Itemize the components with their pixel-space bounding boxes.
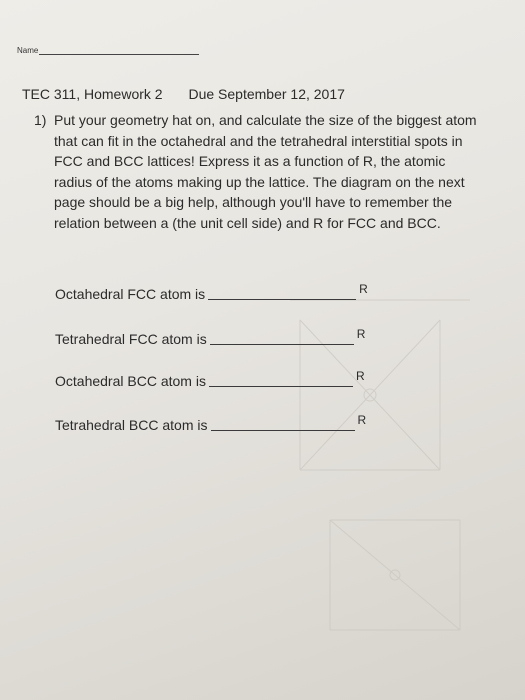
name-label: Name bbox=[17, 46, 39, 55]
answer-label: Tetrahedral FCC atom is bbox=[55, 331, 207, 347]
answer-label: Tetrahedral BCC atom is bbox=[55, 417, 208, 433]
answer-unit: R bbox=[356, 327, 366, 341]
answer-tetrahedral-bcc bbox=[55, 413, 367, 433]
page-header bbox=[22, 86, 345, 102]
question-number: 1) bbox=[34, 112, 47, 128]
answer-blank[interactable] bbox=[210, 332, 354, 345]
answer-blank[interactable] bbox=[208, 287, 356, 300]
answer-unit: R bbox=[359, 282, 368, 296]
due-date: Due September 12, 2017 bbox=[188, 86, 345, 102]
answer-octahedral-fcc bbox=[55, 282, 368, 302]
answer-tetrahedral-fcc bbox=[55, 327, 366, 347]
name-blank-line[interactable] bbox=[39, 46, 199, 55]
name-field bbox=[17, 46, 199, 55]
answer-octahedral-bcc bbox=[55, 369, 365, 389]
answer-blank[interactable] bbox=[211, 418, 355, 431]
question-text: Put your geometry hat on, and calculate the size of the biggest atom that can fit in the octahedral and the tetrahedral interstitial spots in FCC and BCC lattices! Express it as a function of R, the atomic radius of the atoms making up the lattice. The diagram on the next page should be a big help, although you'll have to remember the relation between a (the unit cell side) and R for FCC and BCC. bbox=[54, 112, 477, 231]
answer-blank[interactable] bbox=[209, 374, 353, 387]
question-1 bbox=[34, 110, 484, 233]
answer-unit: R bbox=[355, 369, 365, 383]
answer-unit: R bbox=[357, 413, 367, 427]
answer-label: Octahedral FCC atom is bbox=[55, 286, 206, 302]
course-title: TEC 311, Homework 2 bbox=[22, 86, 163, 102]
answer-label: Octahedral BCC atom is bbox=[55, 373, 206, 389]
